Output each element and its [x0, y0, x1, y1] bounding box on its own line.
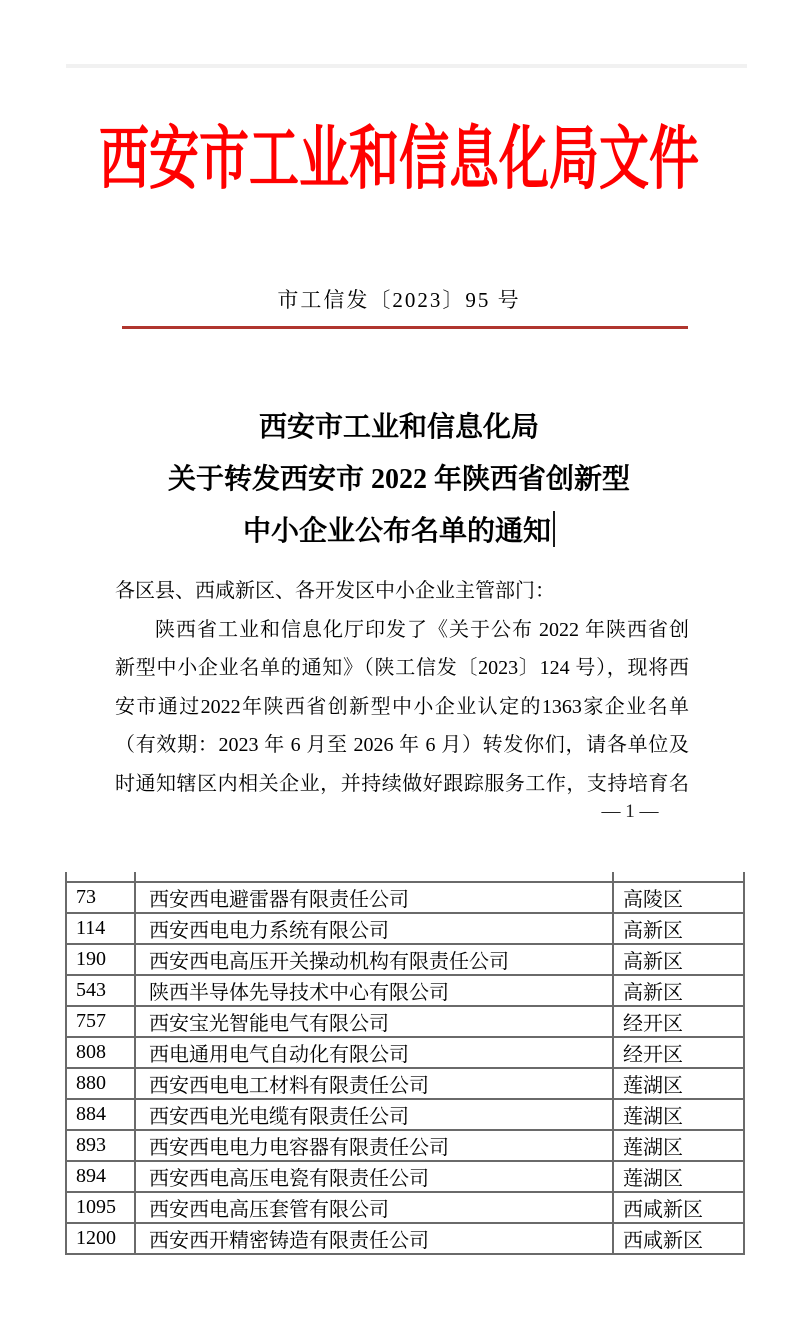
cell-district: 经开区 — [613, 1006, 744, 1037]
cell-district: 莲湖区 — [613, 1130, 744, 1161]
page-edge-divider — [66, 64, 747, 68]
table-row — [66, 1068, 744, 1099]
cell-no: 884 — [66, 1099, 135, 1130]
cell-no: 114 — [66, 913, 135, 944]
body-line-6: 时通知辖区内相关企业，并持续做好跟踪服务工作，支持培育名 — [115, 772, 689, 795]
body-salutation: 各区县、西咸新区、各开发区中小企业主管部门： — [115, 580, 555, 602]
cell-company: 西安西电高压开关操动机构有限责任公司 — [135, 944, 613, 975]
agency-banner — [0, 119, 798, 198]
table-row — [66, 1099, 744, 1130]
cell-no: 73 — [66, 882, 135, 913]
body-line-5: （有效期：2023 年 6 月至 2026 年 6 月）转发你们，请各单位及 — [115, 734, 689, 757]
cell-company: 西安西电电力电容器有限责任公司 — [135, 1130, 613, 1161]
cell-company: 西安西电避雷器有限责任公司 — [135, 882, 613, 913]
cell-no: 1200 — [66, 1223, 135, 1254]
cell-company: 西安西电高压电瓷有限责任公司 — [135, 1161, 613, 1192]
body-line-4: 安市通过2022年陕西省创新型中小企业认定的1363家企业名单 — [115, 695, 689, 718]
body-line-3: 新型中小企业名单的通知》（陕工信发〔2023〕124 号），现将西 — [115, 657, 689, 680]
cell-district: 高新区 — [613, 913, 744, 944]
cell-company: 西安西电光电缆有限责任公司 — [135, 1099, 613, 1130]
company-table — [65, 872, 745, 1255]
table-row — [66, 975, 744, 1006]
cell-company: 陕西半导体先导技术中心有限公司 — [135, 975, 613, 1006]
table-row — [66, 1223, 744, 1254]
cell-company: 西电通用电气自动化有限公司 — [135, 1037, 613, 1068]
table-row — [66, 944, 744, 975]
title-line-3 — [0, 506, 798, 558]
cell-district: 高新区 — [613, 944, 744, 975]
table-row — [66, 1006, 744, 1037]
doc-reference-number: 市工信发〔2023〕95 号 — [277, 288, 521, 312]
cell-district: 西咸新区 — [613, 1223, 744, 1254]
cell-district: 西咸新区 — [613, 1192, 744, 1223]
title-line-2: 关于转发西安市 2022 年陕西省创新型 — [167, 464, 630, 495]
cell-district: 莲湖区 — [613, 1161, 744, 1192]
agency-banner-text: 西安市工业和信息化局文件 — [99, 119, 699, 198]
cell-no: 808 — [66, 1037, 135, 1068]
table-row — [66, 882, 744, 913]
cell-no: 757 — [66, 1006, 135, 1037]
cell-district: 经开区 — [613, 1037, 744, 1068]
page-number: — 1 — — [601, 801, 659, 822]
table-row — [66, 1192, 744, 1223]
cell-no: 543 — [66, 975, 135, 1006]
document-title — [0, 402, 798, 558]
table-row — [66, 1130, 744, 1161]
table-row — [66, 1037, 744, 1068]
cell-district: 高新区 — [613, 975, 744, 1006]
red-rule-divider — [122, 326, 688, 329]
cell-company: 西安西电高压套管有限公司 — [135, 1192, 613, 1223]
cell-company: 西安西电电工材料有限责任公司 — [135, 1068, 613, 1099]
cell-district: 高陵区 — [613, 882, 744, 913]
cell-no: 894 — [66, 1161, 135, 1192]
table-row-partial — [66, 872, 744, 882]
document-body — [115, 572, 689, 804]
company-table-container — [65, 872, 745, 1273]
title-line-3-text: 中小企业公布名单的通知 — [242, 516, 551, 547]
table-row — [66, 1161, 744, 1192]
body-line-2: 陕西省工业和信息化厅印发了《关于公布 2022 年陕西省创 — [155, 618, 689, 641]
cell-no: 1095 — [66, 1192, 135, 1223]
cell-company: 西安西电电力系统有限公司 — [135, 913, 613, 944]
table-row — [66, 913, 744, 944]
cell-district: 莲湖区 — [613, 1068, 744, 1099]
cell-district: 莲湖区 — [613, 1099, 744, 1130]
cell-no: 880 — [66, 1068, 135, 1099]
cell-no: 893 — [66, 1130, 135, 1161]
cell-company: 西安宝光智能电气有限公司 — [135, 1006, 613, 1037]
cell-company: 西安西开精密铸造有限责任公司 — [135, 1223, 613, 1254]
text-cursor — [553, 511, 555, 547]
title-line-1: 西安市工业和信息化局 — [258, 412, 539, 443]
cell-no: 190 — [66, 944, 135, 975]
